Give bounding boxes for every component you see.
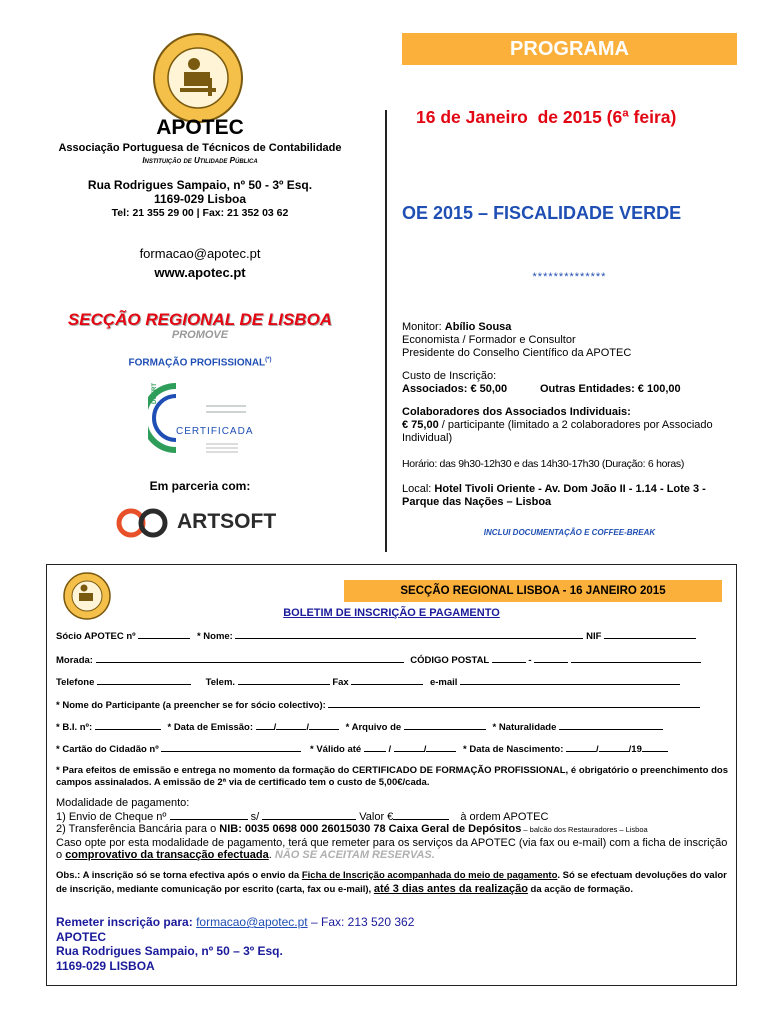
pay3-red: NÃO SE ACEITAM RESERVAS. [274,849,435,861]
monitor-name: Abílio Sousa [444,321,512,333]
obs-a: Obs.: A inscrição só se torna efectiva após o envio da [56,870,302,881]
pay2-a: 2) Transferência Bancária para o [56,823,220,835]
horario: Horário: das 9h30-12h30 e das 14h30-17h30 (Duração: 6 horas) [402,458,685,470]
org-full-name: Associação Portuguesa de Técnicos de Contabilidade [58,142,342,154]
formacao-label [0,357,400,368]
pay2-c: – balcão dos Restauradores – Lisboa [521,825,648,834]
artsoft-logo [115,506,285,540]
row-morada: Morada: CÓDIGO POSTAL - [56,653,728,666]
nascimento-month-field[interactable] [599,742,629,752]
email-label: e-mail [429,677,458,688]
socio-label: Sócio APOTEC nº [56,631,136,642]
naturalidade-field[interactable] [559,720,663,730]
programa-title: OE 2015 – FISCALIDADE VERDE [402,203,682,223]
participante-field[interactable] [328,698,700,708]
valido-year-field[interactable] [426,742,456,752]
cp-field-1[interactable] [492,653,526,663]
programa-banner: PROGRAMA [402,33,737,65]
form-banner: SECÇÃO REGIONAL LISBOA - 16 JANEIRO 2015 [344,580,722,602]
emissao-year-field[interactable] [309,720,339,730]
nome-label: * Nome: [196,631,233,642]
cp-locality-field[interactable] [571,653,701,663]
cp-label: CÓDIGO POSTAL [410,655,490,666]
formacao-text: FORMAÇÃO PROFISSIONAL [128,357,266,369]
remeter-fax: – Fax: 213 520 362 [307,915,415,929]
valido-month-field[interactable] [394,742,424,752]
arquivo-label: * Arquivo de [345,722,402,733]
org-address-line1: Rua Rodrigues Sampaio, nº 50 - 3º Esq. [87,178,313,192]
monitor-role1: Economista / Formador e Consultor [402,334,576,346]
remeter-block [56,915,728,973]
custo-prices [402,383,742,396]
pay1-a: 1) Envio de Cheque nº [56,810,167,823]
pay3-text: Caso opte por esta modalidade de pagamento, terá que remeter para os serviços da APOTEC (via fax ou e-mail) com a ficha de inscrição o [56,836,728,861]
monitor-line [402,321,742,334]
promove-label: PROMOVE [171,329,229,341]
monitor-role2: Presidente do Conselho Científico da APOTEC [402,347,632,359]
partner-name: ARTSOFT [177,510,277,533]
morada-label: Morada: [56,655,93,666]
pay-instructions [56,837,728,862]
pay-title: Modalidade de pagamento: [56,797,190,809]
cert-label: CERTIFICADA [176,426,254,437]
local-label: Local: [402,483,435,495]
inclui-label: INCLUI DOCUMENTAÇÃO E COFFEE-BREAK [483,528,656,537]
remeter-label: Remeter inscrição para: [56,915,197,929]
certification-badge [148,378,254,458]
pay2-nib: NIB: 0035 0698 000 26015030 78 Caixa Geral de Depósitos [219,823,522,835]
cheque-bank-field[interactable] [262,810,356,820]
org-email[interactable]: formacao@apotec.pt [139,246,261,261]
colab-block [402,406,740,445]
nif-label: NIF [586,631,602,642]
remeter-email[interactable]: formacao@apotec.pt [196,915,308,929]
colab-price: € 75,00 [402,419,439,431]
telefone-field[interactable] [97,675,191,685]
org-address-line2: 1169-029 Lisboa [153,192,247,206]
org-phone-fax: Tel: 21 355 29 00 | Fax: 21 352 03 62 [111,207,289,219]
row-bi: * B.I. nº: * Data de Emissão: / / * Arquivo de * Naturalidade [56,720,728,733]
nome-field[interactable] [235,629,583,639]
row-socio [56,629,728,642]
emissao-label: * Data de Emissão: [167,722,254,733]
org-website[interactable]: www.apotec.pt [154,265,246,280]
arquivo-field[interactable] [404,720,486,730]
obs-c: da acção de formação. [527,883,633,895]
custo-outras: Outras Entidades: € 100,00 [540,383,681,395]
programa-date: 16 de Janeiro de 2015 (6ª feira) [416,107,677,127]
remeter-line [56,915,728,930]
remeter-org: APOTEC [56,929,107,944]
bi-field[interactable] [95,720,161,730]
programa-stars: ************** [532,271,607,283]
apotec-logo [150,32,246,124]
section-title: SECÇÃO REGIONAL DE LISBOA [67,310,333,329]
remeter-addr: Rua Rodrigues Sampaio, nº 50 – 3º Esq. [56,944,283,958]
form-title: BOLETIM DE INSCRIÇÃO E PAGAMENTO [283,607,500,619]
form-note: * Para efeitos de emissão e entrega no momento da formação do CERTIFICADO DE FORMAÇÃO PROFISSIONAL, é obrigatório o preenchimento dos campos assinalados. A emissão de 2ª via de certificado tem o custo de 5,00€/cada. [56,765,728,788]
remeter-city: 1169-029 LISBOA [56,958,155,973]
custo-label: Custo de Inscrição: [402,370,497,382]
local-block [402,483,736,509]
cheque-number-field[interactable] [170,810,248,820]
telem-field[interactable] [238,675,330,685]
nascimento-label: * Data de Nascimento: [463,744,564,755]
row-cartao: * Cartão do Cidadão nº * Válido até / / * Data de Nascimento: / /19 [56,742,728,755]
pay1-b: s/ [250,810,260,823]
org-status: Instituição de Utilidade Pública [142,156,258,165]
custo-block [402,370,742,396]
naturalidade-label: * Naturalidade [492,722,557,733]
pay1-c: Valor € [359,810,394,823]
pay3-underlined: comprovativo da transacção efectuada [65,849,269,861]
colab-line [402,419,740,445]
partner-label: Em parceria com: [149,479,251,493]
colab-title: Colaboradores dos Associados Individuais: [402,406,631,418]
obs-u1: Ficha de Inscrição acompanhada do meio de pagamento [301,870,558,881]
bi-label: * B.I. nº: [56,722,93,733]
telem-label: Telem. [205,677,236,688]
monitor-block [402,321,742,360]
payment-block [56,797,728,862]
org-name: APOTEC [156,116,244,139]
fax-label: Fax [332,677,349,688]
local-text: Hotel Tivoli Oriente - Av. Dom João II - 1.14 - Lote 3 - Parque das Nações – Lisboa [402,483,706,508]
fax-field[interactable] [351,675,423,685]
formacao-note: (*) [265,357,272,363]
colab-text: / participante (limitado a 2 colaboradores por Associado Individual) [402,419,713,444]
nascimento-day-field[interactable] [566,742,596,752]
morada-field[interactable] [96,653,404,663]
cheque-value-field[interactable] [393,810,449,820]
pay3-end: . [268,849,275,861]
nascimento-year-field[interactable] [642,742,668,752]
pay-transfer [56,823,728,837]
emissao-day-field[interactable] [256,720,274,730]
obs-u2: até 3 dias antes da realização [373,882,528,895]
nascimento-century: /19 [628,744,642,755]
emissao-month-field[interactable] [276,720,306,730]
monitor-label: Monitor: [402,321,445,333]
registration-form [46,564,737,986]
telefone-label: Telefone [56,677,95,688]
socio-field[interactable] [138,629,190,639]
participante-label: * Nome do Participante (a preencher se for sócio colectivo): [56,700,326,711]
cartao-label: * Cartão do Cidadão nº [56,744,159,755]
valido-label: * Válido até [309,744,362,755]
custo-assoc: Associados: € 50,00 [402,383,508,395]
row-contacts [56,675,728,688]
nif-field[interactable] [604,629,696,639]
obs-block [56,870,728,896]
cartao-field[interactable] [161,742,301,752]
pay-cheque [56,810,728,824]
artsoft-rings-icon [115,507,175,539]
row-participante [56,698,728,711]
cert-prefix: DGERT [152,383,158,404]
column-divider [385,110,387,552]
email-field[interactable] [460,675,680,685]
obs-b: . Só se efectuam devoluções do valor de inscrição, mediante comunicação por escrito (carta, fax ou e-mail), [56,870,727,895]
cp-field-2[interactable] [534,653,568,663]
pay1-d: à ordem APOTEC [460,810,549,823]
valido-day-field[interactable] [364,742,386,752]
